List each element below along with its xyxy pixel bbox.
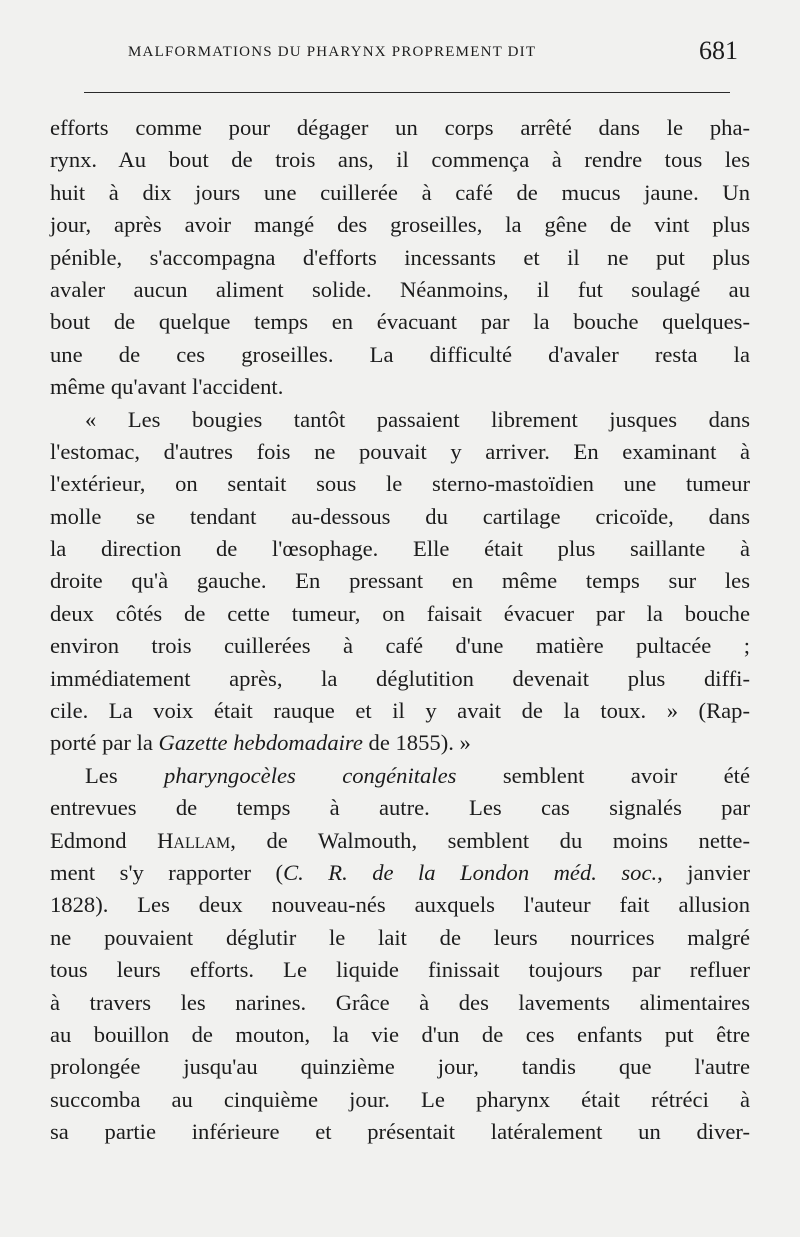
journal-title: Gazette hebdomadaire xyxy=(158,730,363,756)
text-line: jour, après avoir mangé des groseilles, la gêne de vint plus xyxy=(50,212,750,238)
text-line: huit à dix jours une cuillerée à café de mucus jaune. Un xyxy=(50,179,750,205)
text-line: cile. La voix était rauque et il y avait de la toux. » (Rap- xyxy=(50,698,750,724)
text-line: droite qu'à gauche. En pressant en même temps sur les xyxy=(50,568,750,594)
text-line: tous leurs efforts. Le liquide finissait toujours par refluer xyxy=(50,957,750,983)
text-line: efforts comme pour dégager un corps arrêté dans le pha- xyxy=(50,115,750,140)
text-line: l'estomac, d'autres fois ne pouvait y arriver. En examinant à xyxy=(50,438,750,464)
italic-term: pharyngocèles congénitales xyxy=(164,762,457,788)
text-line: prolongée jusqu'au quinzième jour, tandis que l'autre xyxy=(50,1054,750,1080)
text-line xyxy=(50,760,750,792)
text-line: rynx. Au bout de trois ans, il commença à rendre tous les xyxy=(50,147,750,173)
text-line: même qu'avant l'accident. xyxy=(50,374,284,400)
header-rule xyxy=(84,92,730,93)
paragraph-1 xyxy=(50,112,750,404)
paragraph-2 xyxy=(50,404,750,760)
text-line: une de ces groseilles. La difficulté d'avaler resta la xyxy=(50,341,750,367)
text-line: sa partie inférieure et présentait latéralement un diver- xyxy=(50,1119,750,1145)
text-run: Edmond xyxy=(50,827,158,853)
text-line: succomba au cinquième jour. Le pharynx était rétréci à xyxy=(50,1086,750,1112)
page-number: 681 xyxy=(699,36,738,65)
text-line xyxy=(50,857,750,889)
text-run: semblent avoir été xyxy=(456,762,750,788)
text-line: avaler aucun aliment solide. Néanmoins, il fut soulagé au xyxy=(50,276,750,302)
text-line: deux côtés de cette tumeur, on faisait évacuer par la bouche xyxy=(50,600,750,626)
text-line: l'extérieur, on sentait sous le sterno-mastoïdien une tumeur xyxy=(50,471,750,497)
text-line xyxy=(50,825,750,857)
text-line: à travers les narines. Grâce à des lavements alimentaires xyxy=(50,989,750,1015)
paragraph-3 xyxy=(50,760,750,1149)
running-head: MALFORMATIONS DU PHARYNX PROPREMENT DIT xyxy=(128,44,537,60)
text-line xyxy=(50,727,750,759)
text-line: ne pouvaient déglutir le lait de leurs nourrices malgré xyxy=(50,924,750,950)
text-line: la direction de l'œsophage. Elle était plus saillante à xyxy=(50,536,750,562)
text-line: « Les bougies tantôt passaient librement jusques dans xyxy=(85,406,750,432)
page-header xyxy=(128,36,738,76)
body-text xyxy=(50,112,750,1149)
text-line: molle se tendant au-dessous du cartilage cricoïde, dans xyxy=(50,503,750,529)
author-name: Hallam xyxy=(157,827,231,853)
text-run: Les xyxy=(85,762,165,788)
text-run: de 1855). » xyxy=(362,730,471,756)
text-line: bout de quelque temps en évacuant par la bouche quelques- xyxy=(50,309,750,335)
text-line: entrevues de temps à autre. Les cas signalés par xyxy=(50,795,750,821)
text-line: 1828). Les deux nouveau-nés auxquels l'auteur fait allusion xyxy=(50,892,750,918)
text-run: , janvier xyxy=(657,859,750,885)
text-line: environ trois cuillerées à café d'une matière pultacée ; xyxy=(50,633,750,659)
text-line: au bouillon de mouton, la vie d'un de ces enfants put être xyxy=(50,1021,750,1047)
text-run: ment s'y rapporter ( xyxy=(50,859,284,885)
text-line: immédiatement après, la déglutition devenait plus diffi- xyxy=(50,665,750,691)
text-run: porté par la xyxy=(50,730,159,756)
text-line: pénible, s'accompagna d'efforts incessants et il ne put plus xyxy=(50,244,750,270)
journal-title: C. R. de la London méd. soc. xyxy=(283,859,658,885)
text-run: , de Walmouth, semblent du moins nette- xyxy=(230,827,750,853)
